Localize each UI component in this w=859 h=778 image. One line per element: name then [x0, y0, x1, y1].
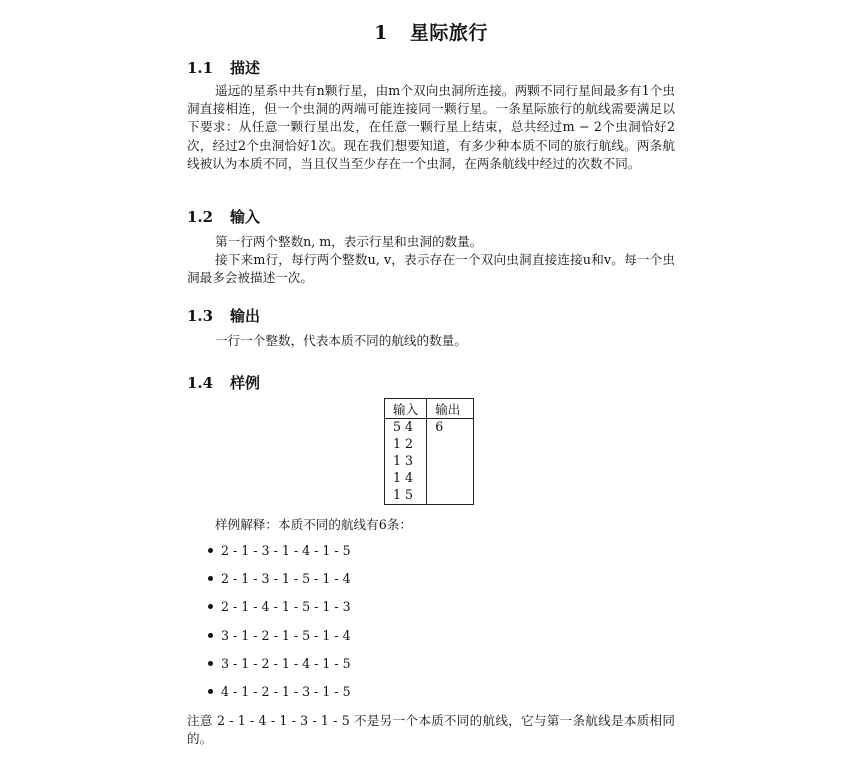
section-heading-output: 1.3 输出 — [187, 307, 261, 325]
sample-note: 注意 2 - 1 - 4 - 1 - 3 - 1 - 5 不是另一个本质不同的航线，它与第一条航线是本质相同的。 — [187, 713, 675, 747]
description-paragraph: 遥远的星系中共有n颗行星，由m个双向虫洞所连接。两颗不同行星间最多有1个虫洞直接相连，但一个虫洞的两端可能连接同一颗行星。一条星际旅行的航线需要满足以下要求：从任意一颗行星出发，在任意一颗行星上结束，总共经过m − 2个虫洞恰好2次，经过2个虫洞恰好1次。现在我们想要知道，有多少种本质不同的旅行航线。两条航线被认为本质不同，当且仅当至少存在一个虫洞，在两条航线中经过的次数不同。 — [187, 83, 675, 171]
list-item: 2 - 1 - 3 - 1 - 5 - 1 - 4 — [205, 571, 351, 599]
bullet-icon — [208, 661, 213, 666]
list-item: 4 - 1 - 2 - 1 - 3 - 1 - 5 — [205, 684, 351, 712]
table-header-input: 输入 — [385, 399, 427, 419]
page-title — [187, 18, 675, 45]
bullet-icon — [208, 689, 213, 694]
output-line: 一行一个整数，代表本质不同的航线的数量。 — [215, 333, 467, 348]
list-item: 3 - 1 - 2 - 1 - 5 - 1 - 4 — [205, 628, 351, 656]
table-header-output: 输出 — [427, 399, 474, 419]
sample-table — [384, 398, 474, 505]
bullet-icon — [208, 576, 213, 581]
table-row: 5 4 6 — [385, 419, 474, 437]
bullet-icon — [208, 604, 213, 609]
sample-explanation: 样例解释：本质不同的航线有6条： — [215, 517, 412, 532]
title-text: 星际旅行 — [409, 22, 488, 44]
table-row: 1 2 — [385, 436, 474, 453]
input-line-2: 接下来m行，每行两个整数u, v，表示存在一个双向虫洞直接连接u和v。每一个虫洞最多会被描述一次。 — [187, 252, 675, 286]
section-heading-description: 1.1 描述 — [187, 59, 261, 77]
routes-list — [205, 543, 351, 712]
title-number: 1 — [374, 22, 388, 44]
table-row: 1 3 — [385, 453, 474, 470]
bullet-icon — [208, 633, 213, 638]
table-row: 1 4 — [385, 470, 474, 487]
list-item: 2 - 1 - 4 - 1 - 5 - 1 - 3 — [205, 599, 351, 627]
table-row: 1 5 — [385, 487, 474, 505]
list-item: 2 - 1 - 3 - 1 - 4 - 1 - 5 — [205, 543, 351, 571]
list-item: 3 - 1 - 2 - 1 - 4 - 1 - 5 — [205, 656, 351, 684]
section-heading-sample: 1.4 样例 — [187, 374, 261, 392]
bullet-icon — [208, 548, 213, 553]
input-line-1: 第一行两个整数n, m，表示行星和虫洞的数量。 — [215, 234, 483, 249]
section-heading-input: 1.2 输入 — [187, 208, 261, 226]
